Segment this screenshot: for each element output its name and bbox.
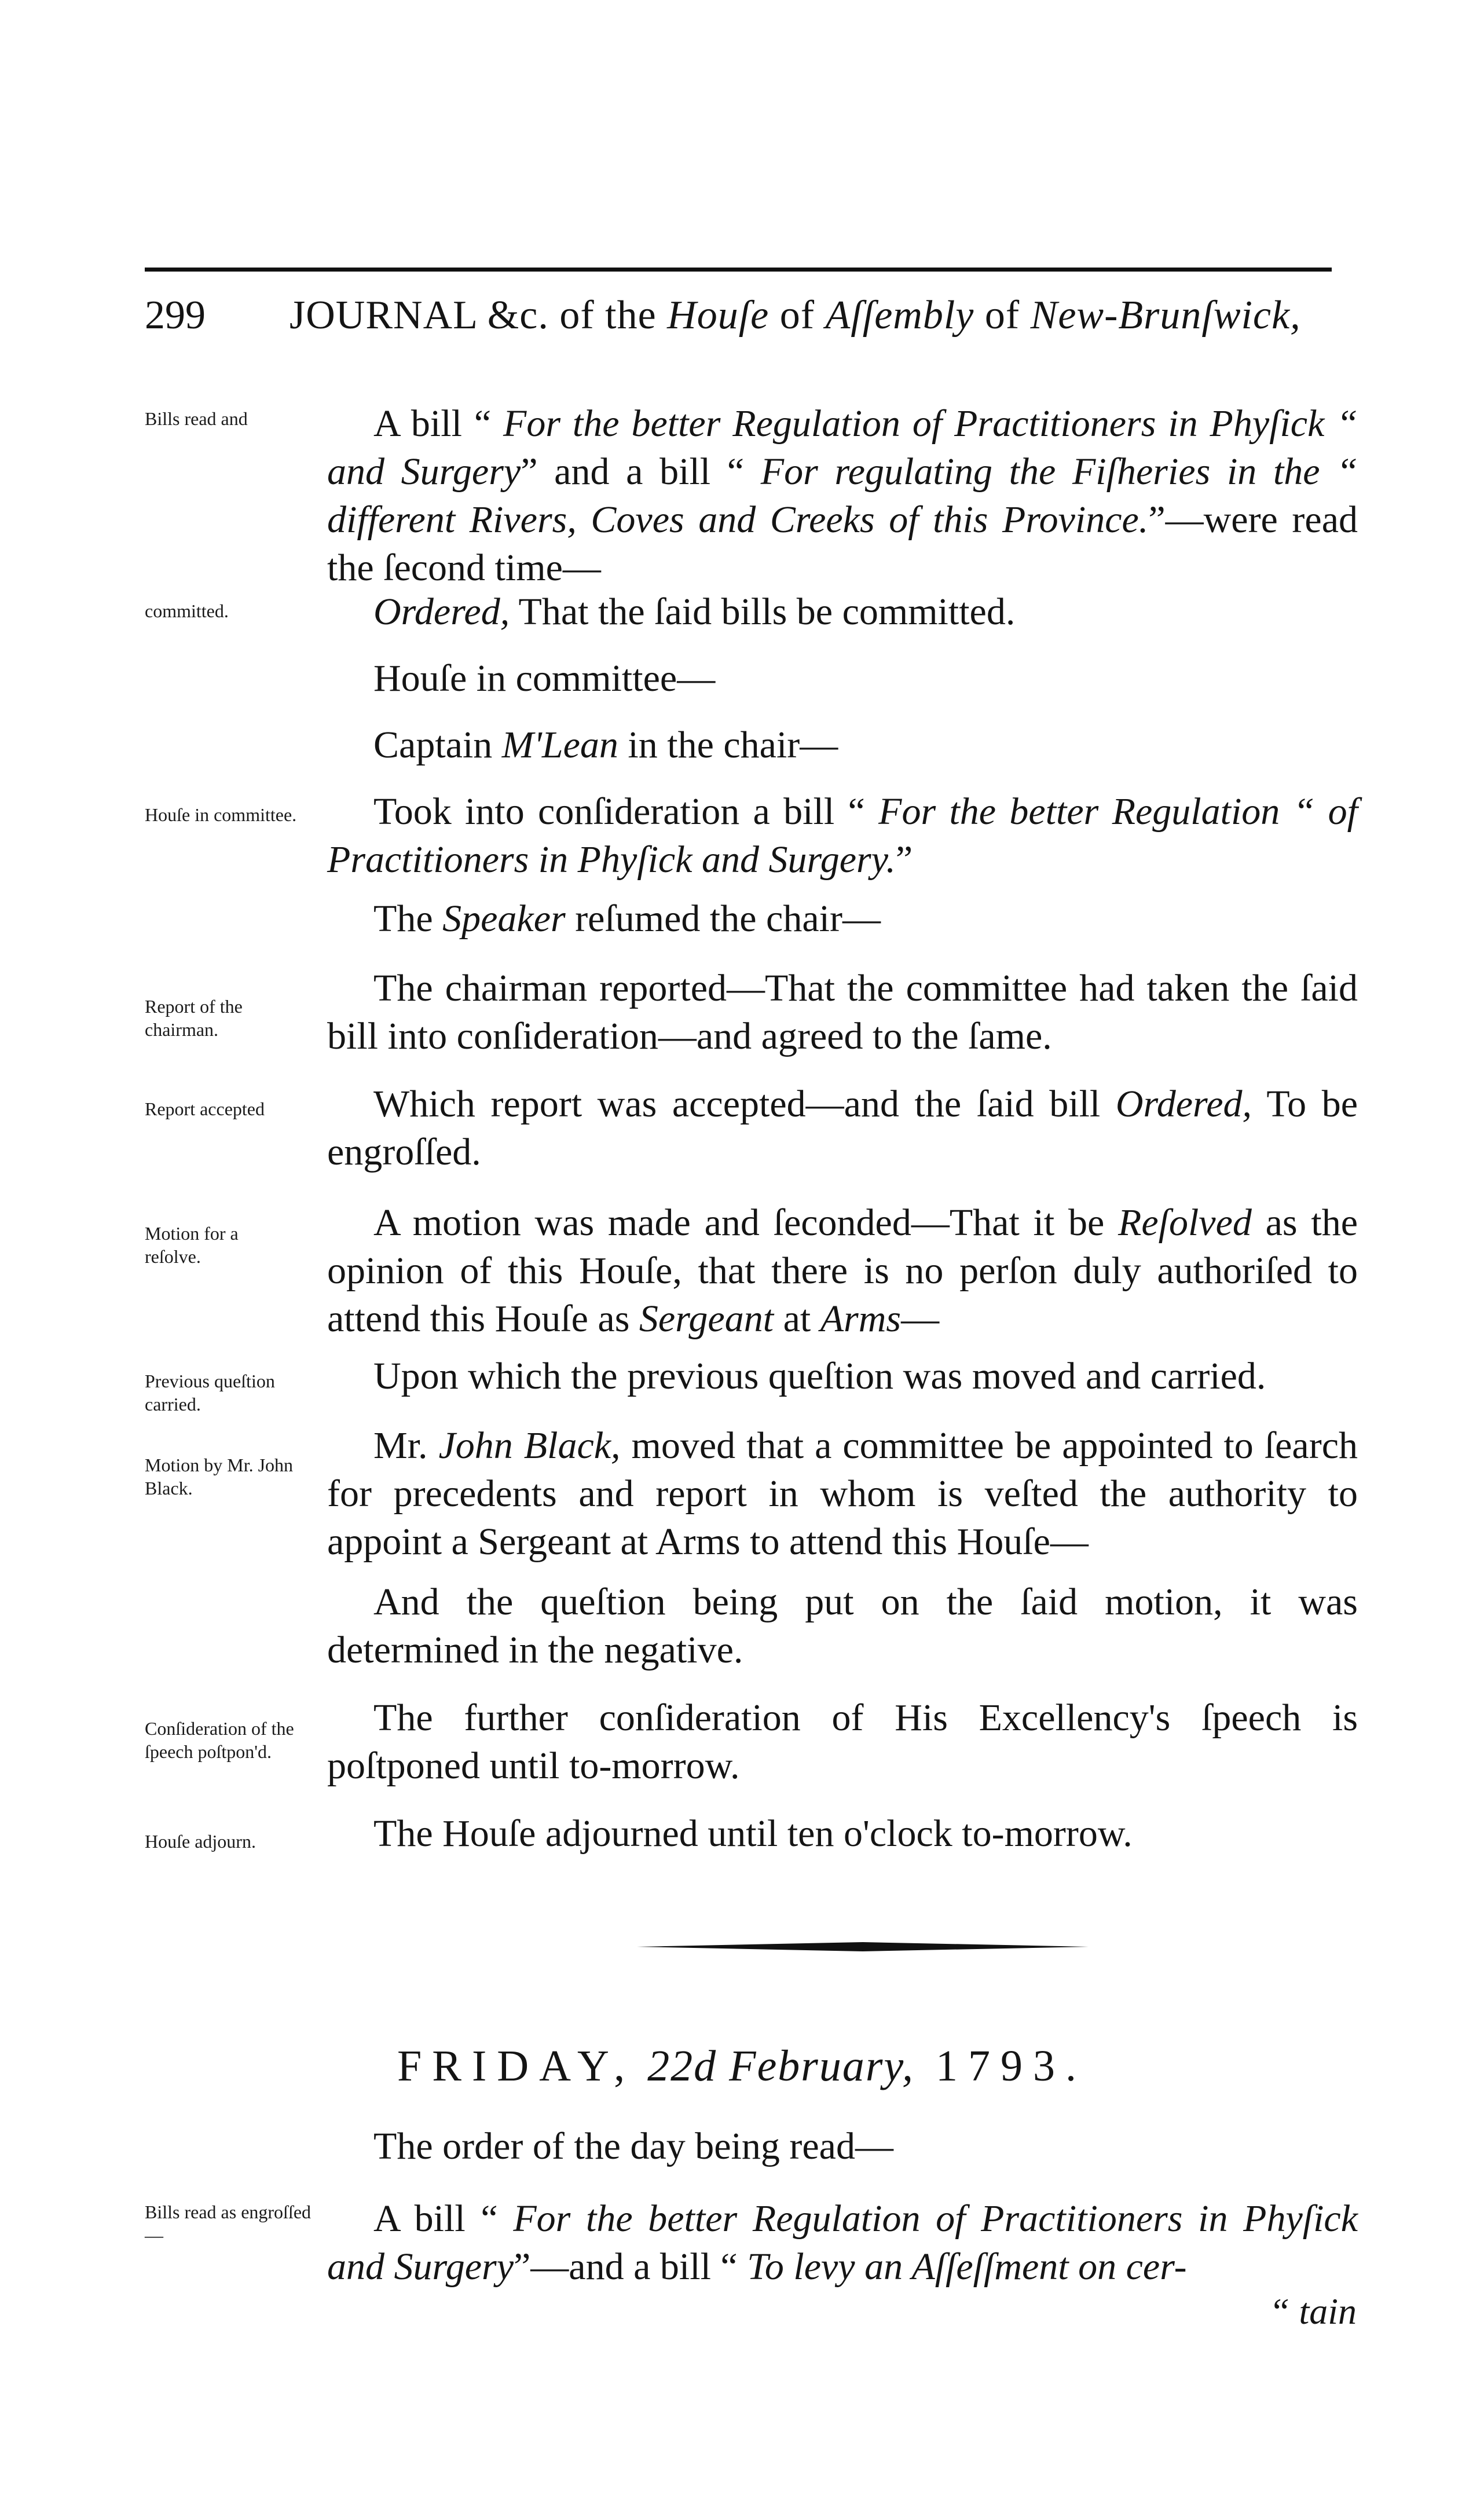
margin-note-report-accepted: Report accepted xyxy=(145,1098,265,1119)
paragraph-motion-sergeant: A motion was made and ſeconded—That it be Reſolved as the opinion of this Houſe, that there is no perſon duly authoriſed to attend this Houſe as Sergeant at Arms— xyxy=(327,1202,1358,1340)
page-number: 299 xyxy=(145,293,206,338)
paragraph-speaker-resumed: The Speaker reſumed the chair— xyxy=(373,898,881,940)
paragraph-chairman-reported: The chairman reported—That the committee had taken the ſaid bill into conſideration—and agreed to the ſame. xyxy=(327,967,1358,1057)
paragraph-order-of-day: The order of the day being read— xyxy=(373,2125,893,2167)
day-heading: FRIDAY, 22d February, 1793. xyxy=(397,2042,1087,2090)
paragraph-bills-engrossed: A bill “ For the better Regulation of Practitioners in Phyſick and Surgery”—and a bill “ To levy an Aſſeſſment on cer- xyxy=(327,2197,1358,2288)
paragraph-took-consideration: Took into conſideration a bill “ For the better Regulation “ of Practitioners in Phyſick and Surgery.” xyxy=(327,790,1358,881)
margin-note-bills-read: Bills read and xyxy=(145,408,248,429)
page-header xyxy=(145,292,1332,356)
paragraph-question-negative: And the queſtion being put on the ſaid motion, it was determined in the negative. xyxy=(327,1581,1358,1671)
margin-note-committed: committed. xyxy=(145,600,229,621)
margin-note-bills-engrossed: Bills read as engroſſed— xyxy=(145,2202,312,2246)
margin-note-motion-black: Motion by Mr. John Black. xyxy=(145,1455,294,1499)
margin-note-consideration-speech: Conſideration of the ſpeech poſtpon'd. xyxy=(145,1718,294,1762)
paragraph-house-in-committee: Houſe in committee— xyxy=(373,657,716,699)
margin-note-previous-question: Previous queſtion carried. xyxy=(145,1371,275,1415)
paragraph-speech-postponed: The further conſideration of His Excellency's ſpeech is poſtponed until to-morrow. xyxy=(327,1697,1358,1787)
paragraph-motion-john-black: Mr. John Black, moved that a committee be appointed to ſearch for precedents and report in whom is veſted the authority to appoint a Sergeant at Arms to attend this Houſe— xyxy=(327,1424,1358,1563)
paragraph-bills-second-reading: A bill “ For the better Regulation of Practitioners in Phyſick “ and Surgery” and a bill “ For regulating the Fiſheries in the “ different Rivers, Coves and Creeks of this Province.”—were read the ſecond time— xyxy=(327,402,1358,589)
paragraph-ordered-committed: Ordered, That the ſaid bills be committed. xyxy=(373,591,1016,633)
paragraph-captain-chair: Captain M'Lean in the chair— xyxy=(373,724,838,766)
top-rule xyxy=(145,268,1332,272)
margin-note-report-chairman: Report of the chairman. xyxy=(145,996,243,1040)
running-head: JOURNAL &c. of the Houſe of Aſſembly of New-Brunſwick, xyxy=(290,293,1301,338)
paragraph-previous-question: Upon which the previous queſtion was moved and carried. xyxy=(373,1355,1266,1397)
margin-note-house-adjourn: Houſe adjourn. xyxy=(145,1831,256,1852)
margin-note-house-in-committee: Houſe in committee. xyxy=(145,804,297,825)
ornamental-divider xyxy=(637,1940,1089,1954)
margin-note-motion-resolve: Motion for a reſolve. xyxy=(145,1223,239,1267)
paragraph-house-adjourned: The Houſe adjourned until ten o'clock to-morrow. xyxy=(373,1812,1133,1855)
paragraph-report-accepted: Which report was accepted—and the ſaid bill Ordered, To be engroſſed. xyxy=(327,1083,1358,1173)
catchword: “ tain xyxy=(1269,2291,1357,2332)
